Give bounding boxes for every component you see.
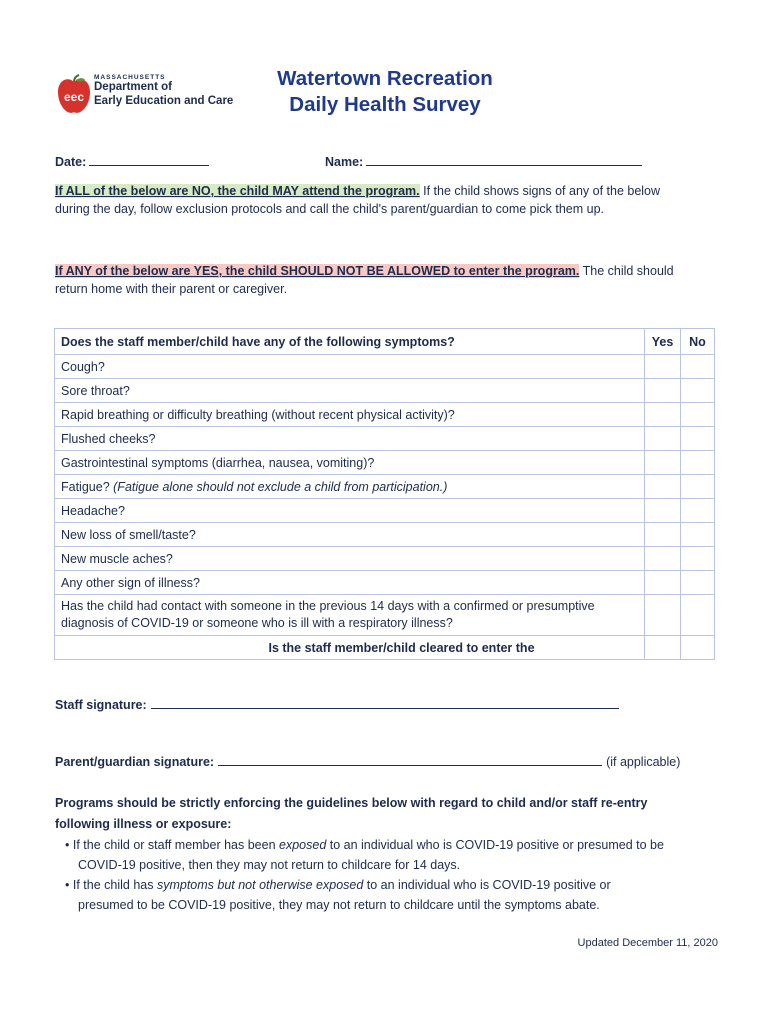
symptoms-table <box>54 328 715 660</box>
table-row <box>55 403 715 427</box>
yes-checkbox-cell[interactable] <box>645 427 681 451</box>
yes-rule-highlight: If ANY of the below are YES, the child SHOULD NOT BE ALLOWED to enter the program. <box>55 264 580 278</box>
parent-signature-label: Parent/guardian signature: <box>55 755 215 769</box>
table-row <box>55 379 715 403</box>
page-title <box>250 66 520 117</box>
parent-signature-line[interactable] <box>218 755 602 766</box>
date-field[interactable] <box>55 155 209 169</box>
staff-signature-label: Staff signature: <box>55 698 147 712</box>
symptom-flushed-cheeks: Flushed cheeks? <box>55 427 645 451</box>
yes-checkbox-cell[interactable] <box>645 355 681 379</box>
apple-logo-icon <box>54 74 94 120</box>
symptom-headache: Headache? <box>55 499 645 523</box>
list-item: • If the child or staff member has been exposed to an individual who is COVID-19 positive or presumed to be <box>65 838 664 852</box>
no-checkbox-cell[interactable] <box>681 636 715 660</box>
symptom-covid-contact: Has the child had contact with someone in the previous 14 days with a confirmed or presumptive diagnosis of COVID-19 or someone who is ill with a respiratory illness? <box>55 595 645 636</box>
symptom-fatigue <box>55 475 645 499</box>
updated-date: Updated December 11, 2020 <box>577 937 718 949</box>
table-header-no: No <box>681 329 715 355</box>
fatigue-note: (Fatigue alone should not exclude a child from participation.) <box>113 479 448 494</box>
logo-dept: Department of <box>94 81 172 94</box>
symptom-loss-smell-taste: New loss of smell/taste? <box>55 523 645 547</box>
guidelines-list <box>65 835 715 915</box>
parent-signature-field[interactable] <box>55 755 680 769</box>
no-checkbox-cell[interactable] <box>681 571 715 595</box>
title-line-1: Watertown Recreation <box>277 67 493 90</box>
bullet-icon: • <box>65 838 70 852</box>
symptom-rapid-breathing: Rapid breathing or difficulty breathing (without recent physical activity)? <box>55 403 645 427</box>
symptom-muscle-aches: New muscle aches? <box>55 547 645 571</box>
date-blank[interactable] <box>89 155 209 166</box>
yes-checkbox-cell[interactable] <box>645 451 681 475</box>
symptom-other-illness: Any other sign of illness? <box>55 571 645 595</box>
logo-text <box>94 74 233 108</box>
table-row <box>55 427 715 451</box>
table-header-yes: Yes <box>645 329 681 355</box>
bullet-icon: • <box>65 878 70 892</box>
table-header-question: Does the staff member/child have any of the following symptoms? <box>55 329 645 355</box>
table-row <box>55 355 715 379</box>
symptom-cough: Cough? <box>55 355 645 379</box>
parent-signature-note: (if applicable) <box>606 755 681 769</box>
no-checkbox-cell[interactable] <box>681 427 715 451</box>
date-label: Date: <box>55 155 87 169</box>
eec-logo <box>54 74 254 120</box>
staff-signature-field[interactable] <box>55 698 619 712</box>
table-row <box>55 475 715 499</box>
yes-checkbox-cell[interactable] <box>645 403 681 427</box>
list-item-continuation: COVID-19 positive, then they may not return to childcare for 14 days. <box>78 858 461 872</box>
no-checkbox-cell[interactable] <box>681 355 715 379</box>
yes-checkbox-cell[interactable] <box>645 595 681 636</box>
name-blank[interactable] <box>366 155 642 166</box>
symptom-gastrointestinal: Gastrointestinal symptoms (diarrhea, nausea, vomiting)? <box>55 451 645 475</box>
staff-signature-line[interactable] <box>151 698 619 709</box>
yes-instructions <box>55 262 695 298</box>
yes-checkbox-cell[interactable] <box>645 636 681 660</box>
table-row <box>55 451 715 475</box>
logo-mark: eec <box>63 90 85 104</box>
yes-checkbox-cell[interactable] <box>645 523 681 547</box>
symptom-sore-throat: Sore throat? <box>55 379 645 403</box>
no-checkbox-cell[interactable] <box>681 547 715 571</box>
yes-checkbox-cell[interactable] <box>645 547 681 571</box>
yes-checkbox-cell[interactable] <box>645 379 681 403</box>
yes-checkbox-cell[interactable] <box>645 475 681 499</box>
logo-state: MASSACHUSETTS <box>94 74 166 81</box>
no-checkbox-cell[interactable] <box>681 595 715 636</box>
table-row <box>55 571 715 595</box>
no-rule-text: If the child shows signs of any of the below during the day, follow exclusion protocols and call the child's parent/guardian to come pick them up. <box>55 184 661 216</box>
guidelines-heading: Programs should be strictly enforcing the guidelines below with regard to child and/or staff re-entry following illness or exposure: <box>55 796 648 831</box>
name-label: Name: <box>325 155 364 169</box>
symptom-fatigue-label: Fatigue? <box>61 479 110 494</box>
no-checkbox-cell[interactable] <box>681 523 715 547</box>
no-checkbox-cell[interactable] <box>681 379 715 403</box>
no-checkbox-cell[interactable] <box>681 499 715 523</box>
no-rule-highlight: If ALL of the below are NO, the child MAY attend the program. <box>55 184 420 198</box>
table-header-row <box>55 329 715 355</box>
logo-dept-name: Early Education and Care <box>94 94 234 107</box>
list-item: • If the child has symptoms but not otherwise exposed to an individual who is COVID-19 positive or <box>65 878 611 892</box>
table-row <box>55 595 715 636</box>
no-checkbox-cell[interactable] <box>681 451 715 475</box>
table-row <box>55 499 715 523</box>
no-checkbox-cell[interactable] <box>681 403 715 427</box>
yes-checkbox-cell[interactable] <box>645 571 681 595</box>
table-row <box>55 636 715 660</box>
no-instructions <box>55 182 695 218</box>
table-row <box>55 547 715 571</box>
cleared-question: Is the staff member/child cleared to enter the <box>55 636 645 660</box>
yes-checkbox-cell[interactable] <box>645 499 681 523</box>
title-line-2: Daily Health Survey <box>289 92 481 116</box>
name-field[interactable] <box>325 155 642 169</box>
no-checkbox-cell[interactable] <box>681 475 715 499</box>
table-row <box>55 523 715 547</box>
yes-rule-text: The child should return home with their parent or caregiver. <box>55 264 674 296</box>
list-item-continuation: presumed to be COVID-19 positive, they may not return to childcare until the symptoms abate. <box>78 898 600 912</box>
